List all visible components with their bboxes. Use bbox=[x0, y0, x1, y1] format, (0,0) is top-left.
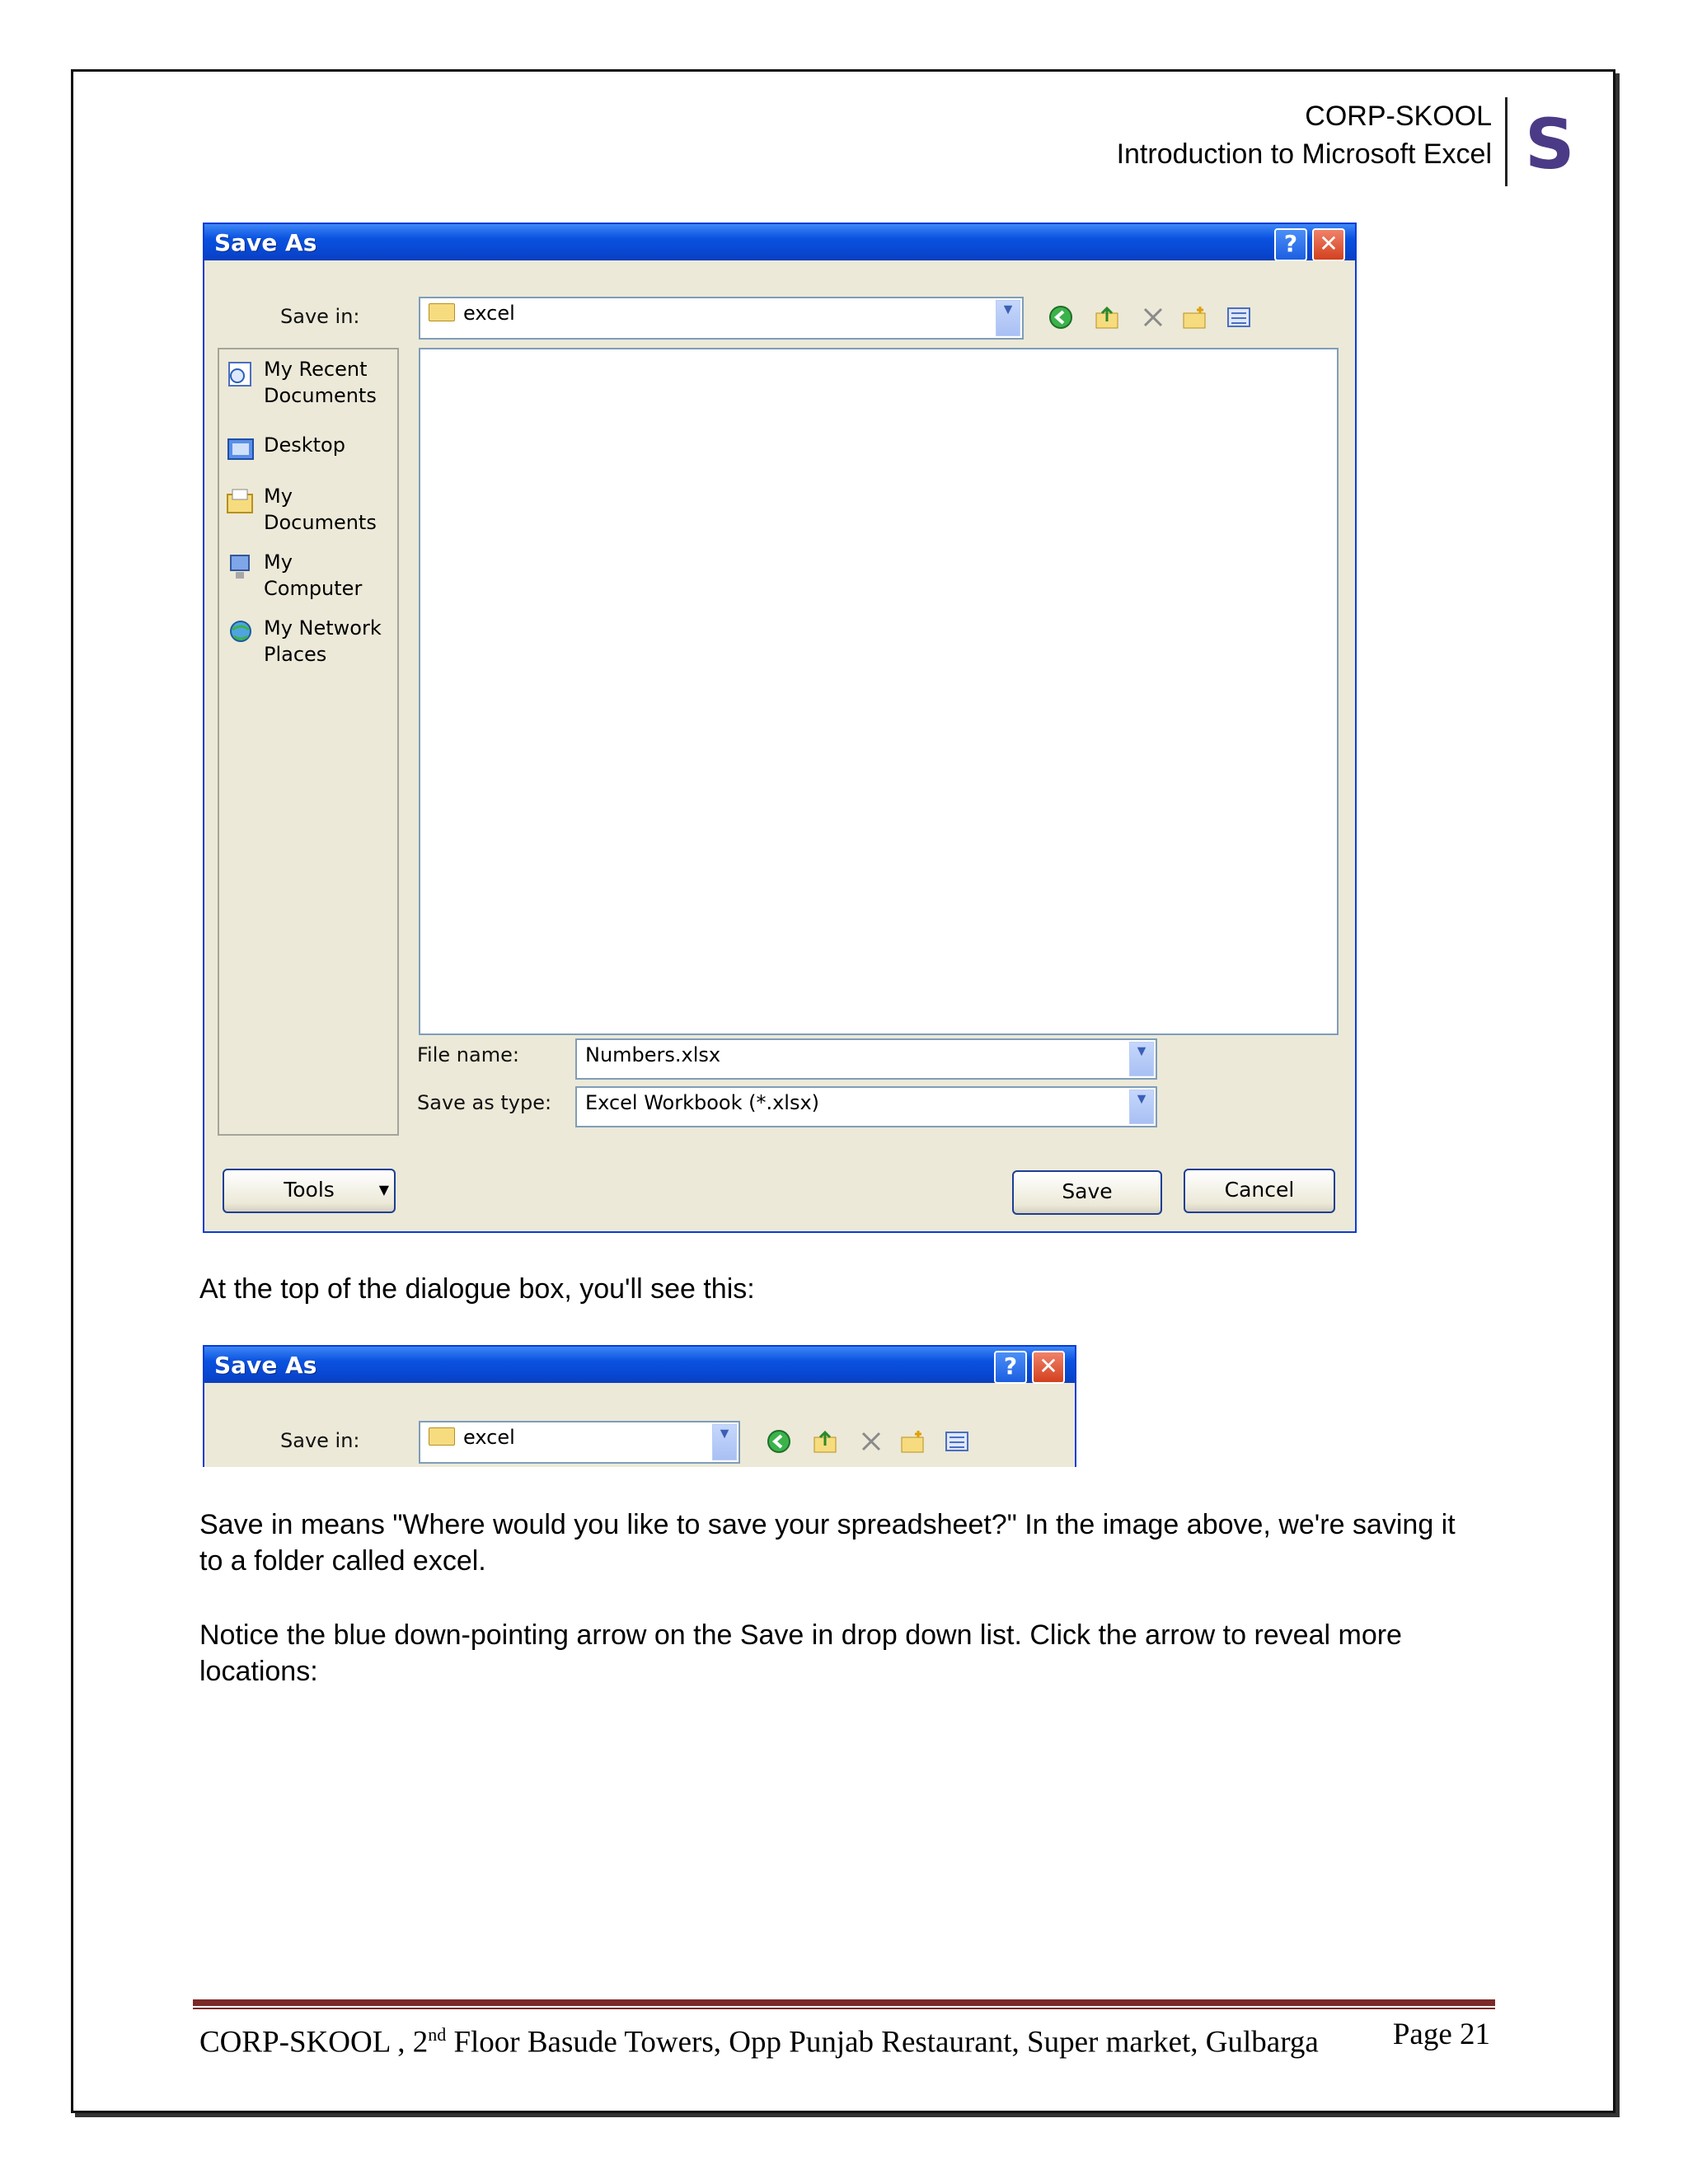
footer-org: CORP-SKOOL , 2 bbox=[199, 2025, 429, 2060]
file-name-label: File name: bbox=[417, 1043, 519, 1066]
header-subtitle: Introduction to Microsoft Excel bbox=[1116, 138, 1492, 170]
header-divider bbox=[1505, 97, 1507, 186]
new-folder-icon[interactable] bbox=[900, 1429, 925, 1454]
place-label: My Network Places bbox=[264, 616, 382, 666]
chevron-down-icon[interactable]: ▼ bbox=[996, 300, 1020, 336]
place-label: My Recent Documents bbox=[264, 358, 377, 407]
dialog-title: Save As bbox=[214, 229, 317, 256]
views-icon[interactable] bbox=[945, 1429, 969, 1454]
save-as-dialog-crop bbox=[203, 1345, 1076, 1467]
save-in-label: Save in: bbox=[280, 1429, 360, 1452]
footer-address: Floor Basude Towers, Opp Punjab Restaurant, Super market, Gulbarga bbox=[446, 2025, 1319, 2060]
tools-button[interactable] bbox=[223, 1169, 396, 1213]
paragraph-2: Save in means "Where would you like to save your spreadsheet?" In the image above, we're saving it to a folder called excel. bbox=[199, 1509, 1456, 1577]
footer-rule bbox=[193, 1999, 1495, 2006]
places-bar bbox=[218, 348, 399, 1136]
save-in-value: excel bbox=[463, 302, 515, 325]
network-places-icon bbox=[226, 618, 256, 648]
paragraph-1: At the top of the dialogue box, you'll see this: bbox=[199, 1273, 755, 1305]
save-in-dropdown[interactable] bbox=[419, 1421, 740, 1464]
save-as-dialog bbox=[203, 223, 1357, 1233]
header-org: CORP-SKOOL bbox=[1305, 101, 1492, 132]
recent-documents-icon bbox=[226, 359, 256, 389]
folder-icon bbox=[429, 1427, 455, 1446]
corp-skool-logo bbox=[1522, 104, 1574, 178]
chevron-down-icon: ▼ bbox=[378, 1182, 389, 1197]
file-list[interactable] bbox=[419, 348, 1339, 1035]
file-name-input[interactable] bbox=[575, 1038, 1157, 1080]
close-button[interactable]: ✕ bbox=[1312, 228, 1345, 261]
title-bar bbox=[204, 1347, 1075, 1383]
svg-text:S: S bbox=[1525, 104, 1574, 178]
up-folder-icon[interactable] bbox=[1095, 305, 1119, 330]
my-computer-icon bbox=[226, 552, 256, 582]
cancel-button[interactable]: Cancel bbox=[1184, 1169, 1335, 1213]
save-button[interactable]: Save bbox=[1012, 1170, 1162, 1215]
help-button[interactable]: ? bbox=[994, 1351, 1027, 1384]
chevron-down-icon[interactable]: ▼ bbox=[1129, 1042, 1154, 1076]
tools-label: Tools bbox=[284, 1178, 335, 1202]
chevron-down-icon[interactable]: ▼ bbox=[712, 1424, 737, 1460]
page-header bbox=[1117, 97, 1492, 173]
views-icon[interactable] bbox=[1226, 305, 1251, 330]
save-in-value: excel bbox=[463, 1426, 515, 1449]
delete-icon[interactable] bbox=[859, 1429, 884, 1454]
save-as-type-value: Excel Workbook (*.xlsx) bbox=[585, 1091, 820, 1114]
up-folder-icon[interactable] bbox=[813, 1429, 837, 1454]
place-label: Desktop bbox=[264, 434, 345, 457]
save-in-dropdown[interactable] bbox=[419, 297, 1024, 340]
save-as-type-label: Save as type: bbox=[417, 1091, 552, 1114]
close-button[interactable]: ✕ bbox=[1032, 1351, 1065, 1384]
desktop-icon bbox=[226, 435, 256, 465]
delete-icon[interactable] bbox=[1141, 305, 1165, 330]
page-number: Page 21 bbox=[1392, 2018, 1490, 2051]
footer-rule-thin bbox=[193, 2008, 1495, 2009]
save-as-type-dropdown[interactable] bbox=[575, 1086, 1157, 1127]
chevron-down-icon[interactable]: ▼ bbox=[1129, 1090, 1154, 1124]
title-bar bbox=[204, 224, 1355, 260]
dialog-title: Save As bbox=[214, 1352, 317, 1379]
file-name-value: Numbers.xlsx bbox=[585, 1043, 721, 1066]
folder-icon bbox=[429, 303, 455, 321]
save-in-label: Save in: bbox=[280, 305, 360, 328]
footer-sup: nd bbox=[428, 2024, 447, 2045]
back-icon[interactable] bbox=[1048, 305, 1073, 330]
paragraph-3: Notice the blue down-pointing arrow on the Save in drop down list. Click the arrow to reveal more locations: bbox=[199, 1619, 1402, 1687]
back-icon[interactable] bbox=[767, 1429, 791, 1454]
help-button[interactable]: ? bbox=[1274, 228, 1307, 261]
new-folder-icon[interactable] bbox=[1182, 305, 1207, 330]
my-documents-icon bbox=[226, 486, 256, 516]
place-label: My Computer bbox=[264, 551, 363, 600]
place-label: My Documents bbox=[264, 485, 377, 534]
page-footer bbox=[199, 2014, 1490, 2063]
